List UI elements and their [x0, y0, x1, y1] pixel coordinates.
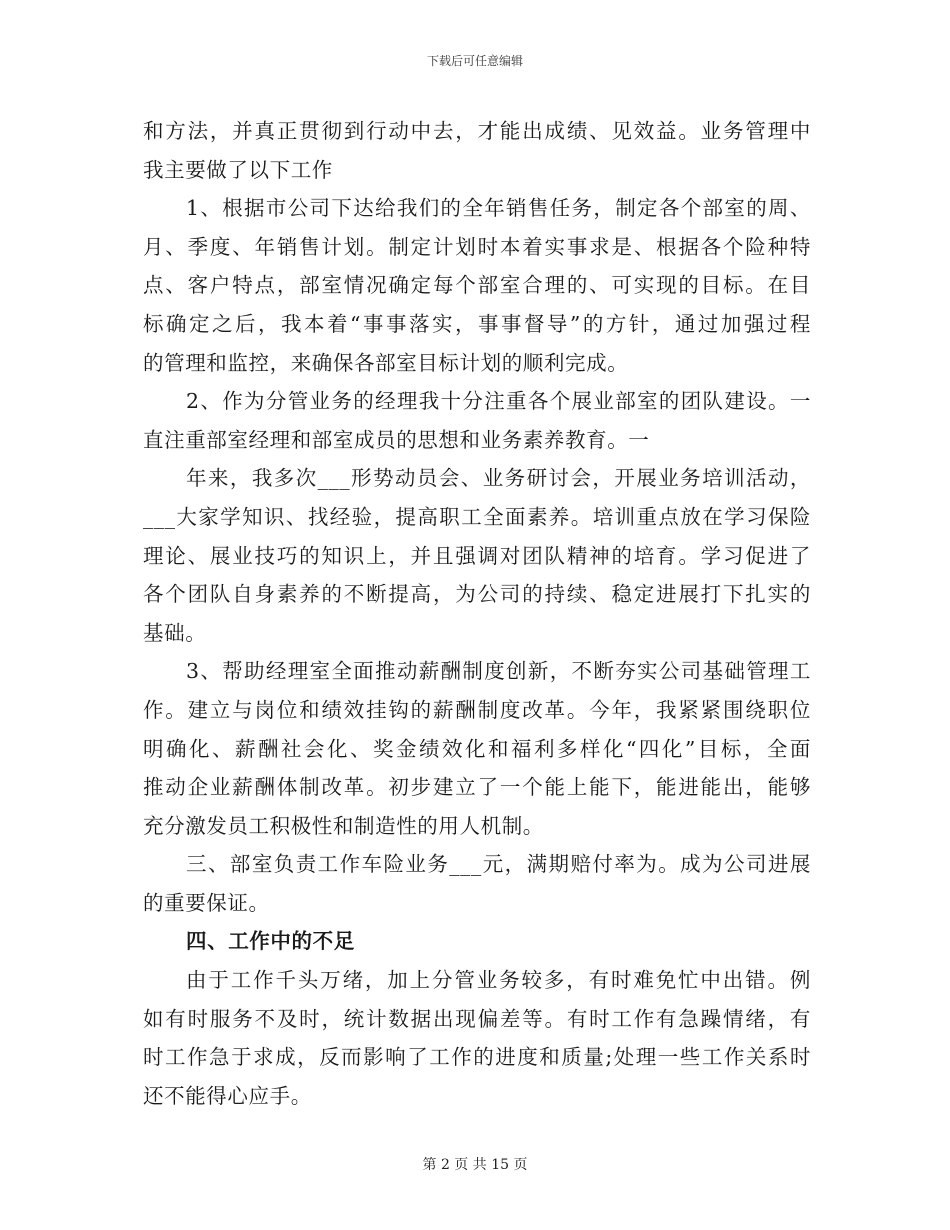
paragraph-line: 三、部室负责工作车险业务___元，满期赔付率为。成为公司进展: [186, 852, 811, 877]
paragraph-line: 的重要保证。: [143, 890, 270, 915]
paragraph-line: 理论、展业技巧的知识上，并且强调对团队精神的培育。学习促进了: [143, 543, 811, 568]
document-body: [143, 112, 811, 1115]
paragraph-line: 时工作急于求成，反而影响了工作的进度和质量;处理一些工作关系时: [143, 1045, 811, 1070]
paragraph-line: 的管理和监控，来确保各部室目标计划的顺利完成。: [143, 350, 629, 375]
paragraph-line: 作。建立与岗位和绩效挂钩的薪酬制度改革。今年，我紧紧围绕职位: [143, 697, 811, 722]
paragraph-line: 如有时服务不及时，统计数据出现偏差等。有时工作有急躁情绪，有: [143, 1006, 811, 1031]
paragraph-line: 我主要做了以下工作: [143, 157, 333, 182]
paragraph-line: 月、季度、年销售计划。制定计划时本着实事求是、根据各个险种特: [143, 234, 811, 259]
paragraph-line: 1、根据市公司下达给我们的全年销售任务，制定各个部室的周、: [186, 196, 811, 221]
paragraph-line: 点、客户特点，部室情况确定每个部室合理的、可实现的目标。在目: [143, 273, 811, 298]
paragraph-line: 各个团队自身素养的不断提高，为公司的持续、稳定进展打下扎实的: [143, 582, 811, 607]
paragraph-line: 和方法，并真正贯彻到行动中去，才能出成绩、见效益。业务管理中: [143, 119, 811, 143]
paragraph-line: 2、作为分管业务的经理我十分注重各个展业部室的团队建设。一: [186, 389, 811, 414]
page-header: 下载后可任意编辑: [426, 54, 523, 68]
paragraph-line: 明确化、薪酬社会化、奖金绩效化和福利多样化“四化”目标，全面: [143, 736, 811, 761]
paragraph-line: 直注重部室经理和部室成员的思想和业务素养教育。一: [143, 427, 650, 452]
section-heading: 四、工作中的不足: [186, 929, 355, 954]
paragraph-line: 还不能得心应手。: [143, 1083, 312, 1108]
paragraph-line: 推动企业薪酬体制改革。初步建立了一个能上能下，能进能出，能够: [143, 775, 811, 800]
paragraph-line: 充分激发员工积极性和制造性的用人机制。: [143, 813, 544, 838]
paragraph-line: 基础。: [143, 620, 207, 645]
paragraph-line: 标确定之后，我本着“事事落实，事事督导”的方针，通过加强过程: [143, 311, 811, 336]
paragraph-line: 由于工作千头万绪，加上分管业务较多，有时难免忙中出错。例: [186, 968, 811, 993]
paragraph-line: 3、帮助经理室全面推动薪酬制度创新，不断夯实公司基础管理工: [186, 659, 811, 684]
page-number-footer: 第 2 页 共 15 页: [422, 1157, 528, 1173]
paragraph-line: 年来，我多次___形势动员会、业务研讨会，开展业务培训活动，: [186, 466, 811, 491]
paragraph-line: ___大家学知识、找经验，提高职工全面素养。培训重点放在学习保险: [143, 504, 811, 529]
